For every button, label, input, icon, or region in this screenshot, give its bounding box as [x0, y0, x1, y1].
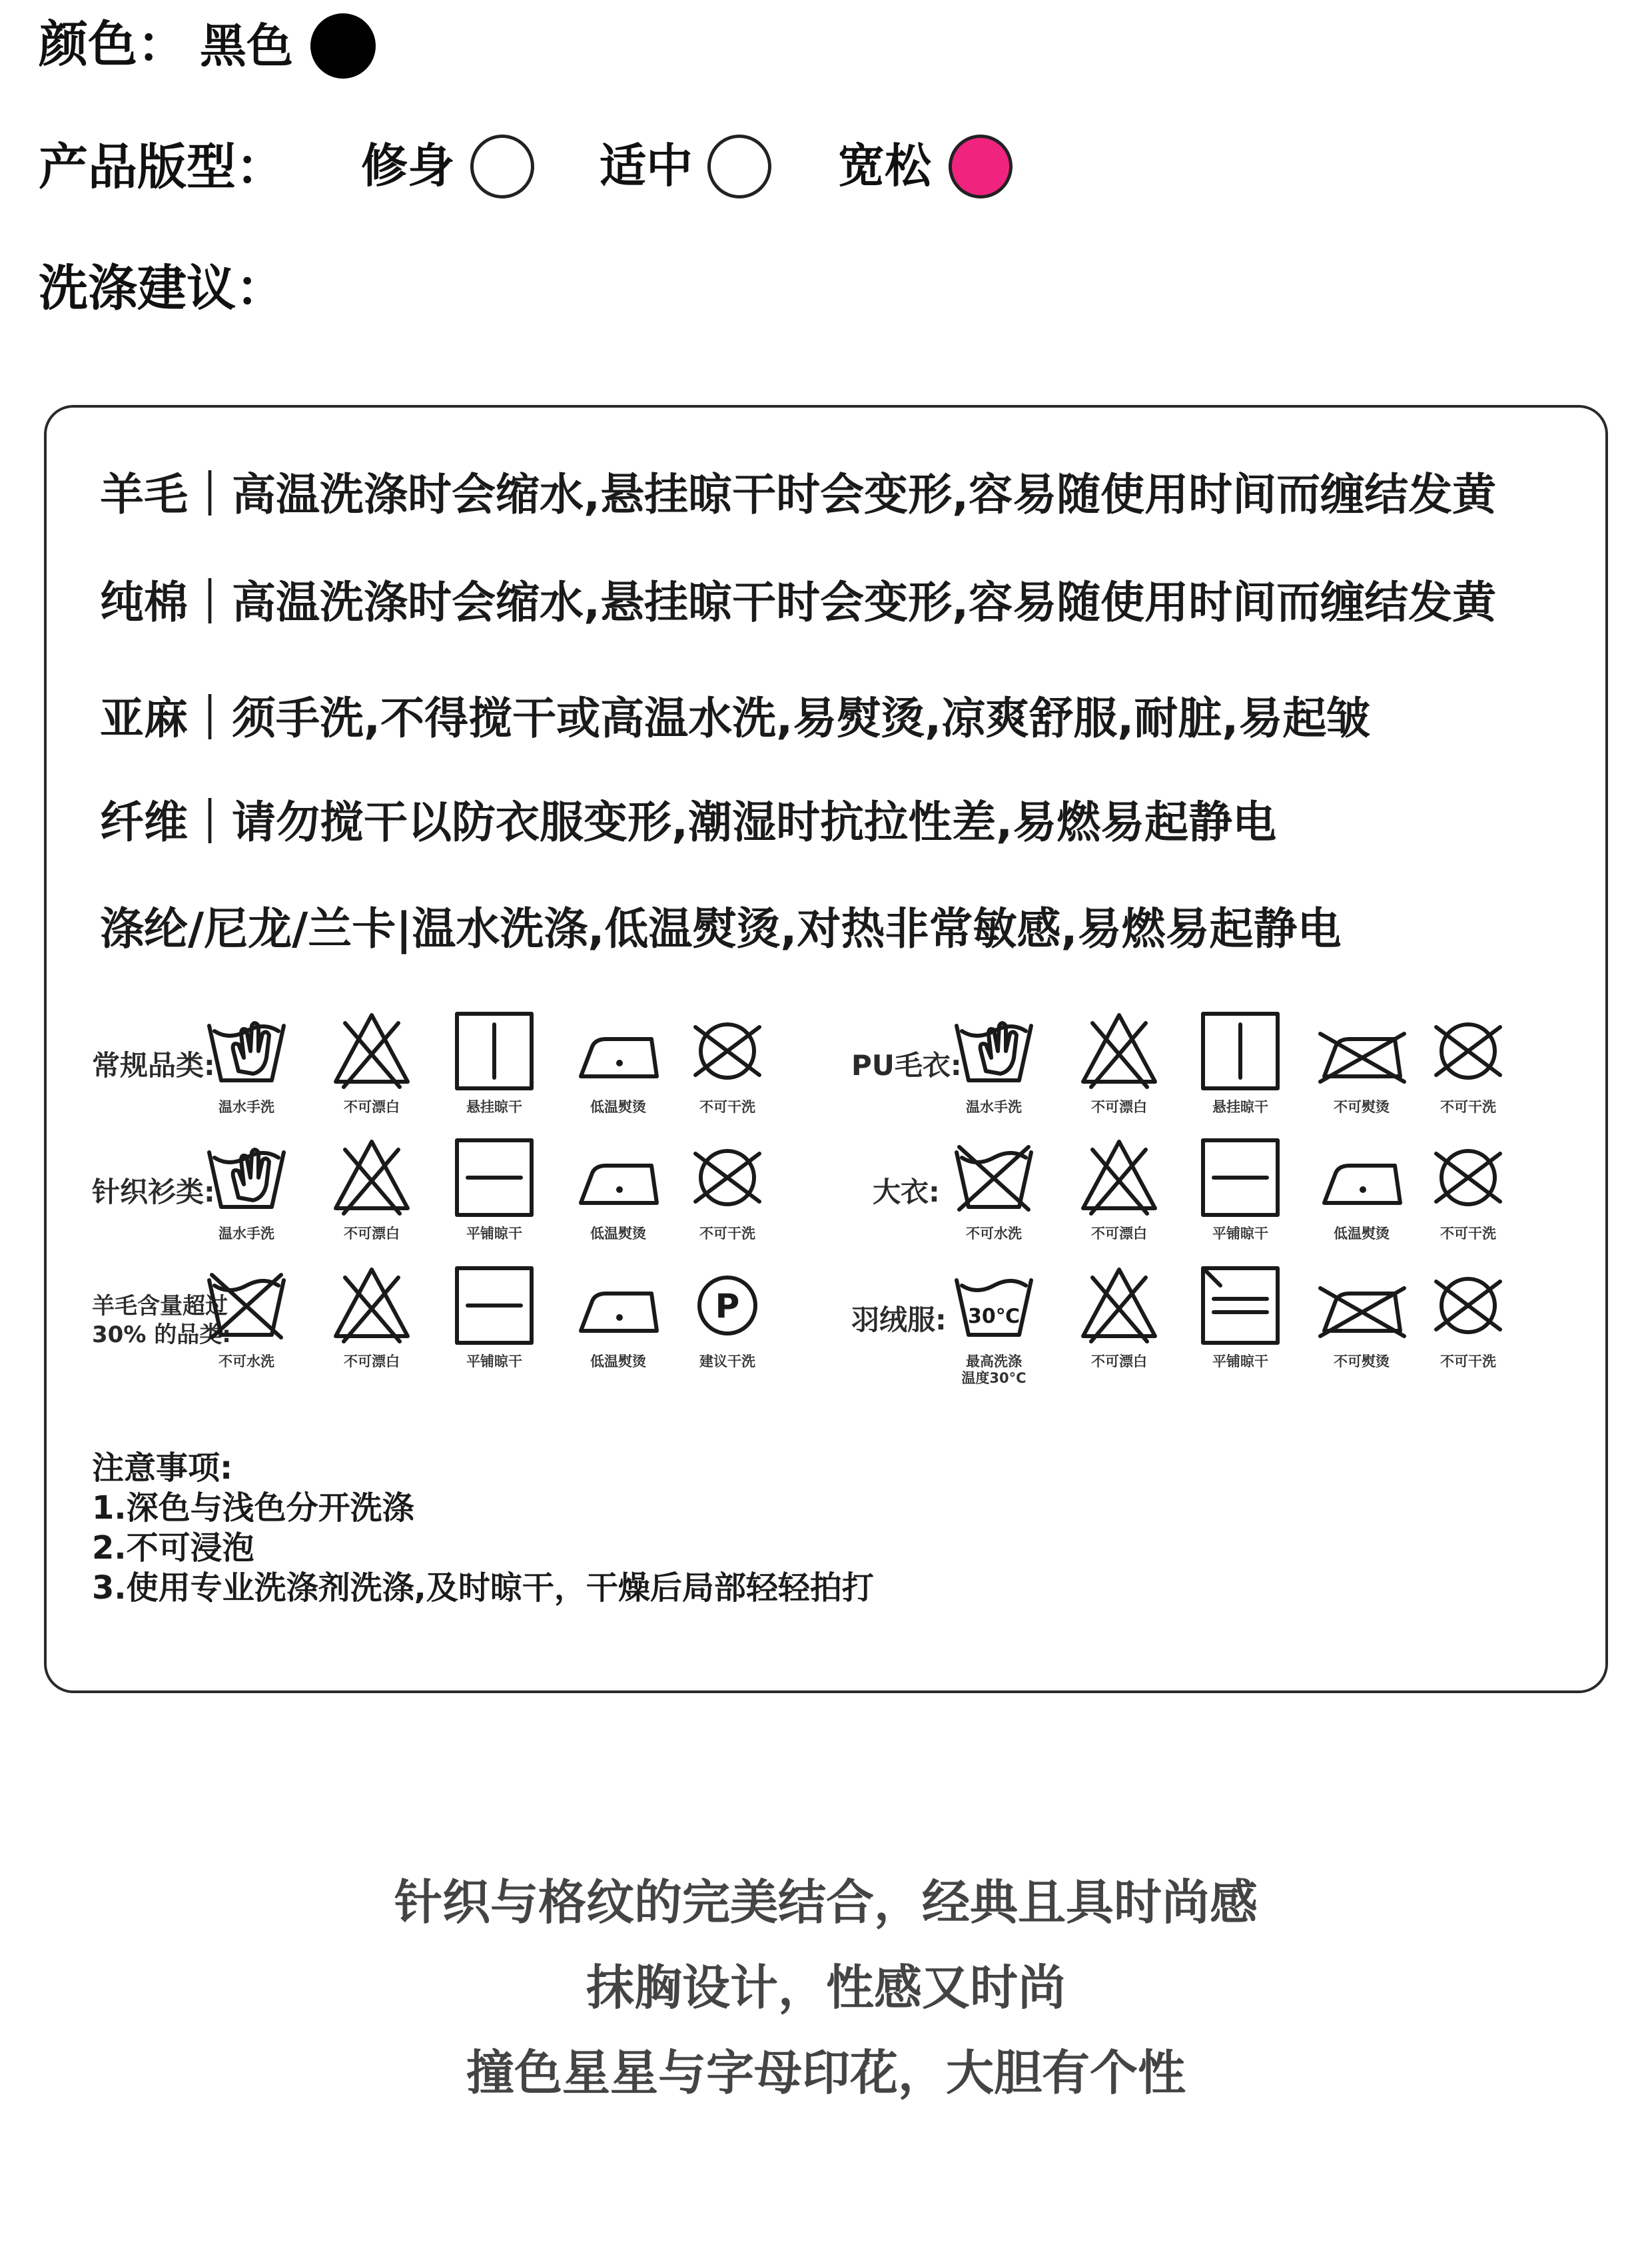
no-dry-clean-icon: [1418, 1007, 1518, 1116]
fabric-note-polyester: 涤纶/尼龙/兰卡|温水洗涤,低温熨烫,对热非常敏感,易燃易起静电: [100, 903, 1342, 954]
hand-wash-icon-graphic: [947, 1007, 1040, 1094]
notice-item: 2.不可浸泡: [92, 1529, 254, 1567]
notice-item: 1.深色与浅色分开洗涤: [92, 1489, 414, 1527]
color-label: 颜色：: [39, 16, 187, 73]
professional-dry-clean-icon: [677, 1262, 777, 1370]
wash-heading: 洗涤建议：: [39, 260, 285, 317]
care-symbol-caption: 低温熨烫: [590, 1353, 646, 1369]
line-dry-icon-graphic: [1194, 1007, 1287, 1094]
fit-radio-slim: [470, 135, 534, 198]
flat-dry-icon-graphic: [448, 1134, 541, 1220]
care-symbol-caption: 不可干洗: [1440, 1226, 1496, 1242]
fabric-note-linen: 亚麻｜须手洗,不得搅干或高温水洗,易熨烫,凉爽舒服,耐脏,易起皱: [100, 693, 1371, 744]
care-symbol-caption: 不可漂白: [344, 1099, 400, 1115]
no-bleach-icon-graphic: [1072, 1134, 1166, 1220]
care-symbol-caption: 不可干洗: [699, 1099, 755, 1115]
no-iron-icon: [1312, 1262, 1412, 1370]
no-bleach-icon: [322, 1262, 422, 1370]
flat-dry-icon: [444, 1262, 544, 1370]
line-dry-icon: [1190, 1007, 1290, 1116]
care-symbol-caption: 不可干洗: [699, 1226, 755, 1242]
no-bleach-icon: [1069, 1134, 1169, 1242]
care-symbol-caption: 不可漂白: [344, 1226, 400, 1242]
svg-text:30℃: 30℃: [967, 1305, 1021, 1328]
low-iron-icon-graphic: [572, 1262, 665, 1348]
hand-wash-icon-graphic: [200, 1134, 293, 1220]
no-dry-clean-icon: [1418, 1134, 1518, 1242]
no-bleach-icon: [322, 1134, 422, 1242]
wash-30-icon: [944, 1262, 1044, 1387]
hand-wash-icon: [197, 1007, 296, 1116]
care-symbol-caption: 低温熨烫: [590, 1099, 646, 1115]
no-dry-clean-icon: [677, 1007, 777, 1116]
no-dry-clean-icon-graphic: [681, 1007, 774, 1094]
care-symbol-caption: 悬挂晾干: [1212, 1099, 1268, 1115]
care-symbol-caption: 温水手洗: [218, 1099, 274, 1115]
care-symbol-caption: 温水手洗: [218, 1226, 274, 1242]
no-bleach-icon: [1069, 1262, 1169, 1370]
fit-radio-loose: [949, 135, 1013, 198]
no-wash-icon-graphic: [947, 1134, 1040, 1220]
line-dry-icon: [444, 1007, 544, 1116]
flat-dry-shade-icon-graphic: [1194, 1262, 1287, 1348]
flat-dry-shade-icon: [1190, 1262, 1290, 1370]
fit-option-slim: 修身: [361, 139, 454, 193]
care-symbol-caption: 不可熨烫: [1334, 1353, 1390, 1369]
care-symbol-caption: 不可漂白: [344, 1353, 400, 1369]
color-swatch: [310, 13, 376, 79]
no-bleach-icon: [322, 1007, 422, 1116]
low-iron-icon: [568, 1134, 668, 1242]
no-dry-clean-icon: [1418, 1262, 1518, 1370]
no-bleach-icon-graphic: [1072, 1262, 1166, 1348]
care-symbol-caption: 不可漂白: [1091, 1226, 1147, 1242]
care-symbol-caption: 最高洗涤 温度30°C: [961, 1353, 1027, 1387]
no-bleach-icon-graphic: [325, 1007, 418, 1094]
professional-dry-clean-icon-graphic: [681, 1262, 774, 1348]
low-iron-icon: [1312, 1134, 1412, 1242]
low-iron-icon: [568, 1007, 668, 1116]
no-wash-icon-graphic: [200, 1262, 293, 1348]
fit-label: 产品版型：: [39, 139, 285, 196]
no-dry-clean-icon-graphic: [1422, 1134, 1515, 1220]
care-category-label: PU毛衣:: [851, 1049, 962, 1082]
care-symbol-caption: 平铺晾干: [1212, 1226, 1268, 1242]
fit-radio-regular: [707, 135, 771, 198]
flat-dry-icon-graphic: [1194, 1134, 1287, 1220]
no-iron-icon-graphic: [1315, 1007, 1408, 1094]
flat-dry-icon: [1190, 1134, 1290, 1242]
care-symbol-caption: 不可漂白: [1091, 1099, 1147, 1115]
care-category-label: 羊毛含量超过 30% 的品类:: [92, 1293, 231, 1348]
fit-option-loose: 宽松: [838, 139, 931, 193]
no-dry-clean-icon-graphic: [1422, 1007, 1515, 1094]
care-symbol-caption: 不可干洗: [1440, 1353, 1496, 1369]
no-bleach-icon-graphic: [325, 1262, 418, 1348]
slogan-line: 针织与格纹的完美结合，经典且具时尚感: [394, 1874, 1258, 1930]
fabric-note-cotton: 纯棉｜高温洗涤时会缩水,悬挂晾干时会变形,容易随使用时间而缠结发黄: [100, 577, 1497, 628]
fabric-note-wool: 羊毛｜高温洗涤时会缩水,悬挂晾干时会变形,容易随使用时间而缠结发黄: [100, 469, 1497, 520]
care-symbol-caption: 建议干洗: [699, 1353, 755, 1369]
care-symbol-caption: 悬挂晾干: [466, 1099, 522, 1115]
care-symbol-caption: 不可漂白: [1091, 1353, 1147, 1369]
low-iron-icon-graphic: [572, 1134, 665, 1220]
fit-option-regular: 适中: [600, 139, 693, 193]
care-symbol-caption: 温水手洗: [966, 1099, 1022, 1115]
flat-dry-icon-graphic: [448, 1262, 541, 1348]
care-symbol-caption: 不可水洗: [966, 1226, 1022, 1242]
line-dry-icon-graphic: [448, 1007, 541, 1094]
care-category-label: 羽绒服:: [851, 1304, 947, 1336]
hand-wash-icon: [944, 1007, 1044, 1116]
low-iron-icon-graphic: [572, 1007, 665, 1094]
care-symbol-caption: 不可水洗: [218, 1353, 274, 1369]
hand-wash-icon-graphic: [200, 1007, 293, 1094]
care-symbol-caption: 平铺晾干: [466, 1226, 522, 1242]
no-bleach-icon-graphic: [1072, 1007, 1166, 1094]
care-symbol-caption: 平铺晾干: [466, 1353, 522, 1369]
hand-wash-icon: [197, 1134, 296, 1242]
care-category-label: 常规品类:: [92, 1049, 215, 1082]
care-category-label: 针织衫类:: [92, 1176, 215, 1208]
no-dry-clean-icon: [677, 1134, 777, 1242]
no-dry-clean-icon-graphic: [681, 1134, 774, 1220]
care-symbol-caption: 不可熨烫: [1334, 1099, 1390, 1115]
no-iron-icon-graphic: [1315, 1262, 1408, 1348]
low-iron-icon: [568, 1262, 668, 1370]
color-value: 黑色: [200, 19, 293, 73]
svg-text:P: P: [715, 1287, 740, 1325]
care-symbol-caption: 不可干洗: [1440, 1099, 1496, 1115]
flat-dry-icon: [444, 1134, 544, 1242]
wash-30-icon-graphic: [947, 1262, 1040, 1348]
care-symbol-caption: 平铺晾干: [1212, 1353, 1268, 1369]
slogan-line: 抹胸设计，性感又时尚: [586, 1960, 1066, 2016]
care-symbol-caption: 低温熨烫: [1334, 1226, 1390, 1242]
fabric-note-fiber: 纤维｜请勿搅干以防衣服变形,潮湿时抗拉性差,易燃易起静电: [100, 797, 1277, 848]
care-symbol-caption: 低温熨烫: [590, 1226, 646, 1242]
notice-title: 注意事项:: [92, 1449, 233, 1487]
no-bleach-icon-graphic: [325, 1134, 418, 1220]
low-iron-icon-graphic: [1315, 1134, 1408, 1220]
care-category-label: 大衣:: [873, 1176, 940, 1208]
no-iron-icon: [1312, 1007, 1412, 1116]
slogan-line: 撞色星星与字母印花，大胆有个性: [466, 2045, 1186, 2101]
no-bleach-icon: [1069, 1007, 1169, 1116]
no-dry-clean-icon-graphic: [1422, 1262, 1515, 1348]
no-wash-icon: [197, 1262, 296, 1370]
notice-item: 3.使用专业洗涤剂洗涤,及时晾干，干燥后局部轻轻拍打: [92, 1569, 874, 1607]
no-wash-icon: [944, 1134, 1044, 1242]
